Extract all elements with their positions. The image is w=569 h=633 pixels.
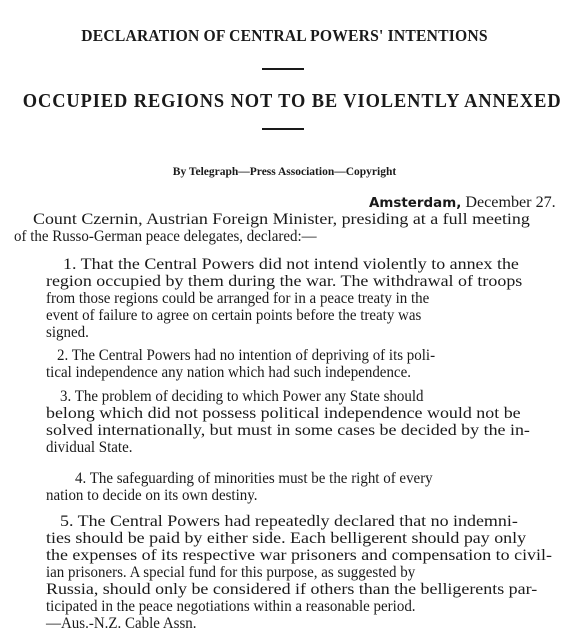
body-line: signed.	[46, 324, 89, 341]
dateline-place: Amsterdam,	[369, 196, 462, 211]
body-line: ties should be paid by either side. Each belligerent should pay only	[46, 530, 527, 547]
body-line: solved internationally, but must in some cases be decided by the in-	[46, 422, 530, 439]
body-line: 3. The problem of deciding to which Power any State should	[60, 388, 424, 405]
body-line: belong which did not possess political independence would not be	[46, 405, 521, 422]
body-line: event of failure to agree on certain points before the treaty was	[46, 307, 422, 324]
divider	[262, 68, 304, 70]
headline: DECLARATION OF CENTRAL POWERS' INTENTIONS	[81, 26, 488, 45]
body-line: ian prisoners. A special fund for this purpose, as suggested by	[46, 564, 416, 581]
body-line: region occupied by them during the war. The withdrawal of troops	[46, 273, 523, 290]
divider	[262, 128, 304, 130]
body-line: 5. The Central Powers had repeatedly declared that no indemni-	[60, 513, 518, 530]
body-line: ticipated in the peace negotiations within a reasonable period.	[46, 598, 416, 615]
body-line: dividual State.	[46, 439, 133, 456]
body-line: of the Russo-German peace delegates, declared:—	[14, 228, 317, 245]
body-line: Russia, should only be considered if others than the belligerents par-	[46, 581, 538, 598]
dateline	[369, 194, 556, 212]
byline: By Telegraph—Press Association—Copyright	[172, 166, 397, 178]
body-line: 1. That the Central Powers did not intend violently to annex the	[63, 256, 519, 273]
dateline-date: December 27.	[465, 194, 556, 211]
body-line: from those regions could be arranged for in a peace treaty in the	[46, 290, 430, 307]
body-line: 4. The safeguarding of minorities must be the right of every	[75, 470, 433, 487]
body-line: the expenses of its respective war prisoners and compensation to civil-	[46, 547, 552, 564]
body-line: tical independence any nation which had such independence.	[46, 364, 411, 381]
subheadline: OCCUPIED REGIONS NOT TO BE VIOLENTLY ANNEXED	[22, 90, 562, 112]
body-line: nation to decide on its own destiny.	[46, 487, 258, 504]
body-line: —Aus.-N.Z. Cable Assn.	[46, 615, 197, 632]
body-line: 2. The Central Powers had no intention of depriving of its poli-	[57, 347, 436, 364]
body-line: Count Czernin, Austrian Foreign Minister, presiding at a full meeting	[33, 211, 530, 228]
